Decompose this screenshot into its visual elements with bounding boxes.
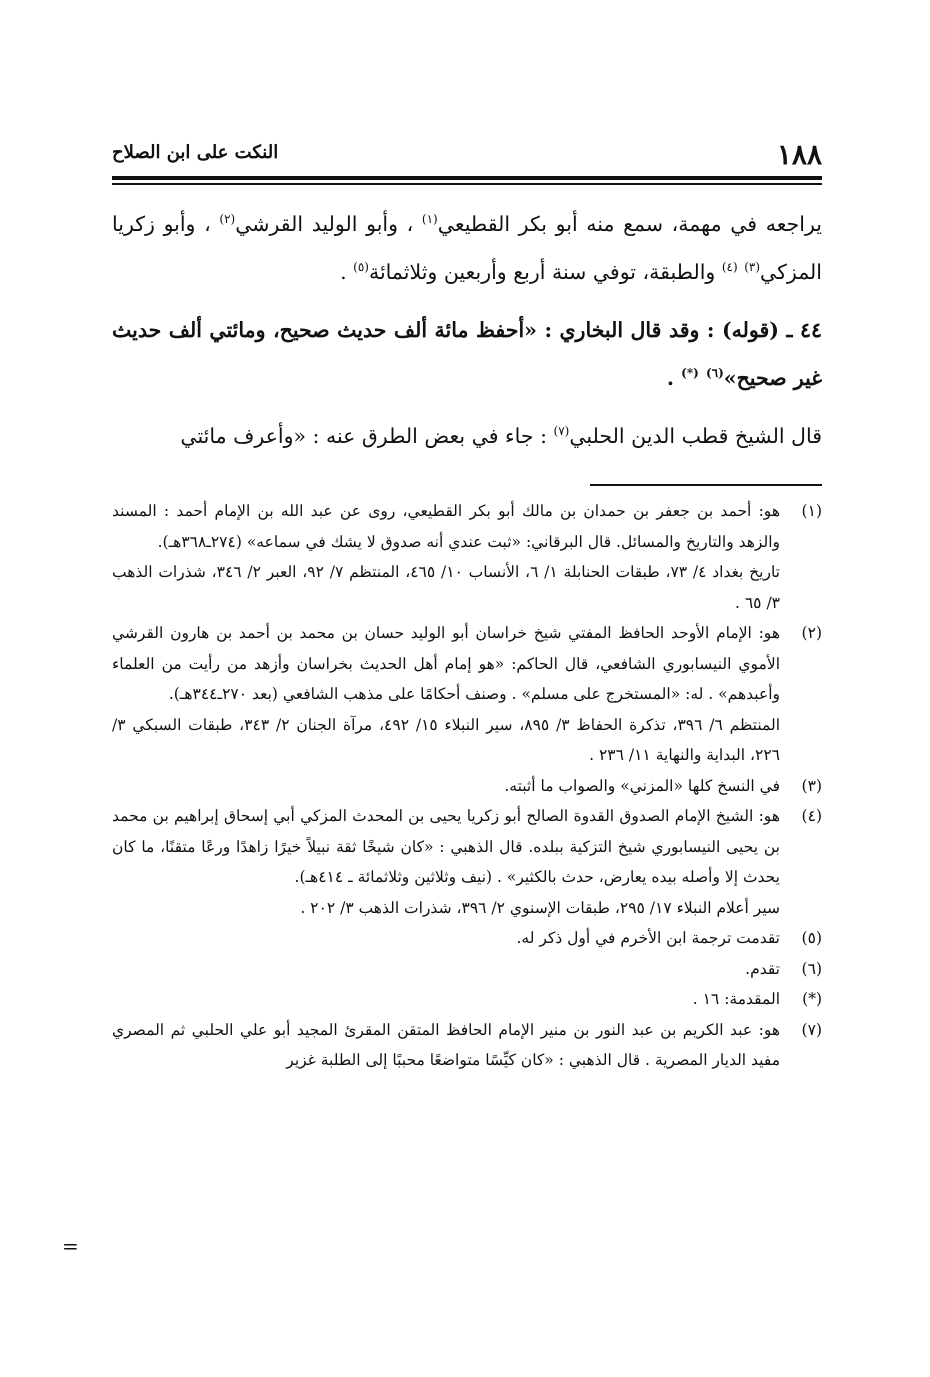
footnote-4-sources: سير أعلام النبلاء ١٧/ ٢٩٥، طبقات الإسنوي ٢/ ٣٩٦، شذرات الذهب ٣/ ٢٠٢ . [300,898,780,917]
footnote-3 [112,771,822,802]
footnote-separator [590,484,822,486]
footnote-ref-3[interactable]: (٣) [744,260,761,275]
footnote-mark: (*) [802,990,822,1008]
footnote-text: تقدمت ترجمة ابن الأخرم في أول ذكر له. [516,929,780,947]
footnote-ref-star[interactable]: (*) [681,366,699,381]
footnote-mark: (٢) [801,624,822,642]
paragraph-3: قال الشيخ قطب الدين الحلبي$^{(٧)}$ : جاء في بعض الطرق عنه : «وأعرف مائتي [180,424,822,448]
footnote-star [112,984,822,1015]
footnote-6 [112,954,822,985]
footnote-1 [112,496,822,557]
footnote-ref-6[interactable]: (٦) [705,366,724,381]
footnote-mark: (٤) [801,807,822,825]
continuation-mark: = [62,1234,79,1258]
footnote-text: المقدمة: ١٦ . [692,990,780,1008]
footnote-text: هو: الإمام الأوحد الحافظ المفتي شيخ خراسان أبو الوليد حسان بن محمد بن أحمد بن هارون القرشي الأموي النيسابوري الشافعي، قال الحاكم: «هو إمام أهل الحديث بخراسان وأزهد من رأيت من العلماء وأعبدهم» . له: «المستخرج على مسلم» . وصنف أحكامًا على مذهب الشافعي (بعد ٢٧٠ـ٣٤٤هـ). [112,624,780,703]
footnote-ref-5[interactable]: (٥) [353,260,369,275]
footnote-ref-2[interactable]: (٢) [219,212,236,227]
header-rule-thin [112,183,822,185]
page-header [112,138,822,174]
footnote-text: هو: عبد الكريم بن عبد النور بن منير الإمام الحافظ المتقن المقرئ المجيد أبو علي الحلبي ثم المصري مفيد الديار المصرية . قال الذهبي : «كان كيِّسًا متواضعًا محببًا إلى الطلبة غزير [112,1020,780,1069]
footnote-7 [112,1015,822,1076]
main-text [112,200,822,460]
footnote-ref-1[interactable]: (١) [421,212,438,227]
footnote-mark: (٣) [801,776,822,795]
footnote-ref-7[interactable]: (٧) [553,424,570,439]
paragraph-2-heading: ٤٤ ـ (قوله) : وقد قال البخاري : «أحفظ مائة ألف حديث صحيح، ومائتي ألف حديث غير صحيح»$^{(٦)}$ (*) . [112,318,822,390]
footnote-ref-4[interactable]: (٤) [721,260,738,275]
footnote-2-sources: المنتظم ٦/ ٣٩٦، تذكرة الحفاظ ٣/ ٨٩٥، سير النبلاء ١٥/ ٤٩٢، مرآة الجنان ٢/ ٣٤٣، طبقات السبكي ٣/ ٢٢٦، البداية والنهاية ١١/ ٢٣٦ . [112,715,781,764]
paragraph-1: يراجعه في مهمة، سمع منه أبو بكر القطيعي$^{(١)}$ ، وأبو الوليد القرشي$^{(٢)}$ ، وأبو زكريا المزكي$^{(٣)}$ $^{(٤)}$ والطبقة، توفي سنة أربع وأربعين وثلاثمائة$^{(٥)}$ . [112,212,823,284]
page-number: ١٨٨ [776,138,822,171]
running-title: النكت على ابن الصلاح [112,142,279,163]
footnote-mark: (٦) [801,959,822,978]
footnote-mark: (٥) [801,929,822,947]
footnote-1-sources: تاريخ بغداد ٤/ ٧٣، طبقات الحنابلة ١/ ٦، الأنساب ١٠/ ٤٦٥، المنتظم ٧/ ٩٢، العبر ٢/ ٣٤٦، شذرات الذهب ٣/ ٦٥ . [112,563,780,612]
footnote-5 [112,923,822,954]
footnote-text: هو: أحمد بن جعفر بن حمدان بن مالك أبو بكر القطيعي، روى عن عبد الله بن الإمام أحمد : المسند والزهد والتاريخ والمسائل. قال البرقاني: «ثبت عندي أنه صدوق لا يشك في سماعه» (٢٧٤ـ٣٦٨هـ). [112,502,780,551]
footnote-mark: (٧) [801,1020,822,1039]
footnote-text: تقدم. [745,959,780,978]
footnote-text: هو: الشيخ الإمام الصدوق القدوة الصالح أبو زكريا يحيى بن المحدث المزكي أبي إسحاق إبراهيم بن محمد بن يحيى النيسابوري شيخ التزكية ببلده. قال الذهبي : «كان شيخًا ثقة نبيلاً خيرًا زاهدًا ورعًا متقنًا، ما كان يحدث إلا وأصله بيده يعارض، حدث بالكثير» . (نيف وثلاثين وثلاثمائة ـ ٤١٤هـ). [112,807,780,886]
header-rule-thick [112,176,822,180]
footnotes [112,496,822,1076]
footnote-2 [112,618,822,710]
footnote-mark: (١) [801,502,822,520]
footnote-4 [112,801,822,893]
footnote-text: في النسخ كلها «المزني» والصواب ما أثبته. [504,776,780,795]
